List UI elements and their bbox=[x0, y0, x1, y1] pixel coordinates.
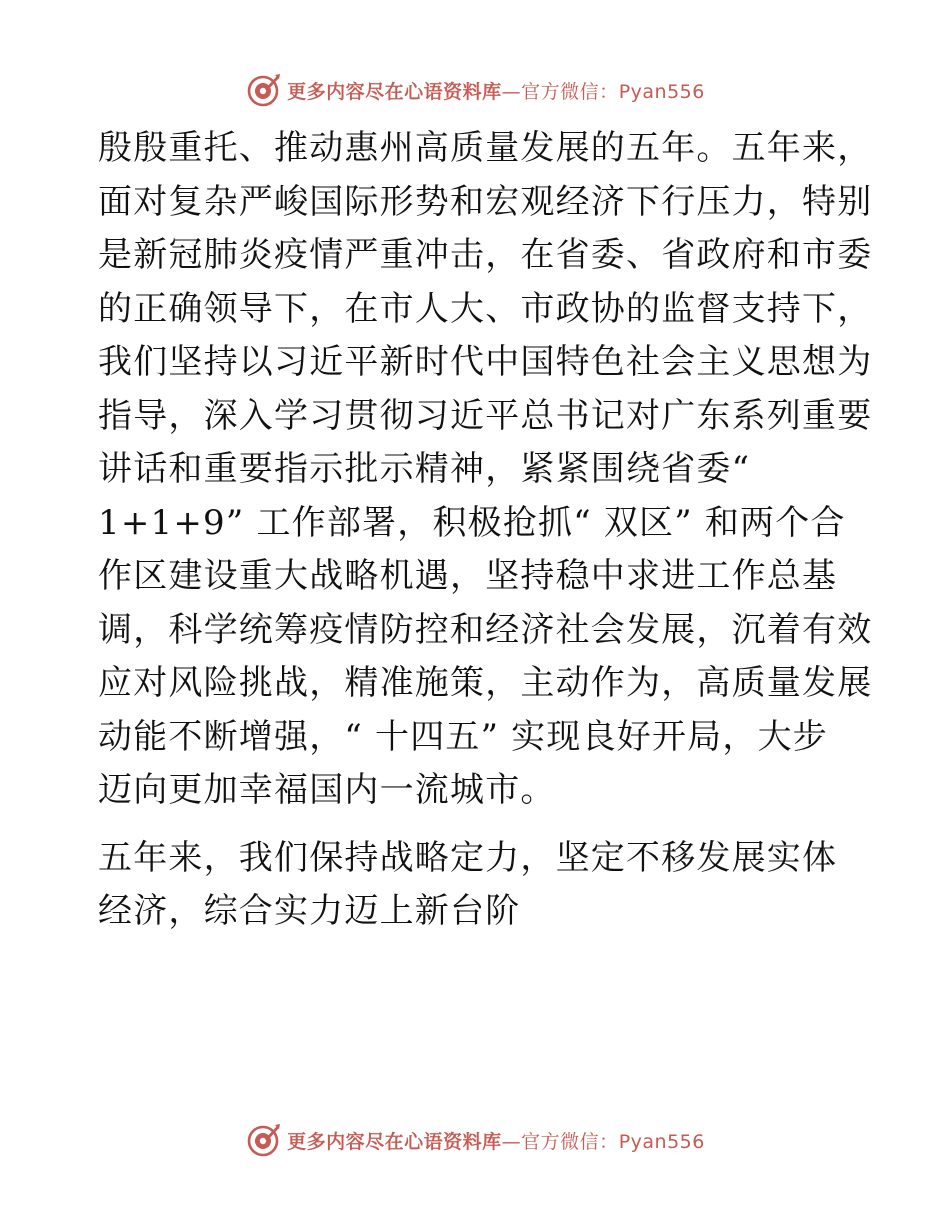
paragraph-1-line: 指导，深入学习贯彻习近平总书记对广东系列重要 bbox=[98, 395, 873, 436]
paragraph-1-line: 的正确领导下，在市人大、市政协的监督支持下， bbox=[98, 288, 873, 329]
paragraph-1-line: 我们坚持以习近平新时代中国特色社会主义思想为 bbox=[98, 342, 873, 382]
paragraph-spacer bbox=[98, 818, 858, 832]
watermark-dash: — bbox=[501, 80, 522, 103]
paragraph-1-line: 殷殷重托、推动惠州高质量发展的五年。五年来， bbox=[98, 128, 873, 168]
paragraph-1-line: 讲话和重要指示批示精神，紧紧围绕省委“ bbox=[98, 449, 751, 489]
footer-watermark bbox=[0, 1120, 950, 1160]
body-text bbox=[98, 122, 873, 939]
watermark-wechat-id: Pyan556 bbox=[618, 80, 705, 103]
watermark-wechat-label: 官方微信： bbox=[521, 80, 619, 103]
paragraph-1-line: 应对风险挑战，精准施策，主动作为，高质量发展 bbox=[98, 663, 873, 703]
paragraph-2-line: 经济，综合实力迈上新台阶 bbox=[98, 891, 521, 931]
watermark-dash: — bbox=[501, 1130, 522, 1153]
watermark-wechat-label: 官方微信： bbox=[521, 1130, 619, 1153]
paragraph-1-line: 作区建设重大战略机遇，坚持稳中求进工作总基 bbox=[98, 556, 838, 596]
paragraph-1-line: 调，科学统筹疫情防控和经济社会发展，沉着有效 bbox=[98, 609, 873, 650]
paragraph-1-line: 是新冠肺炎疫情严重冲击，在省委、省政府和市委 bbox=[98, 235, 873, 275]
paragraph-1-line: 动能不断增强，“ 十四五” 实现良好开局，大步 bbox=[98, 716, 828, 757]
pen-logo-icon bbox=[245, 1122, 281, 1158]
watermark-main-text: 更多内容尽在心语资料库 bbox=[287, 1130, 502, 1153]
paragraph-1-line: 迈向更加幸福国内一流城市。 bbox=[98, 770, 556, 810]
paragraph-1-line: 面对复杂严峻国际形势和宏观经济下行压力，特别 bbox=[98, 181, 873, 222]
watermark-main-text: 更多内容尽在心语资料库 bbox=[287, 80, 502, 103]
paragraph-2-line: 五年来，我们保持战略定力，坚定不移发展实体 bbox=[98, 837, 838, 878]
paragraph-1-line: 1+1+9” 工作部署，积极抢抓“ 双区” 和两个合 bbox=[98, 502, 846, 543]
pen-logo-icon bbox=[245, 72, 281, 108]
watermark-wechat-id: Pyan556 bbox=[618, 1130, 705, 1153]
header-watermark bbox=[0, 70, 950, 110]
